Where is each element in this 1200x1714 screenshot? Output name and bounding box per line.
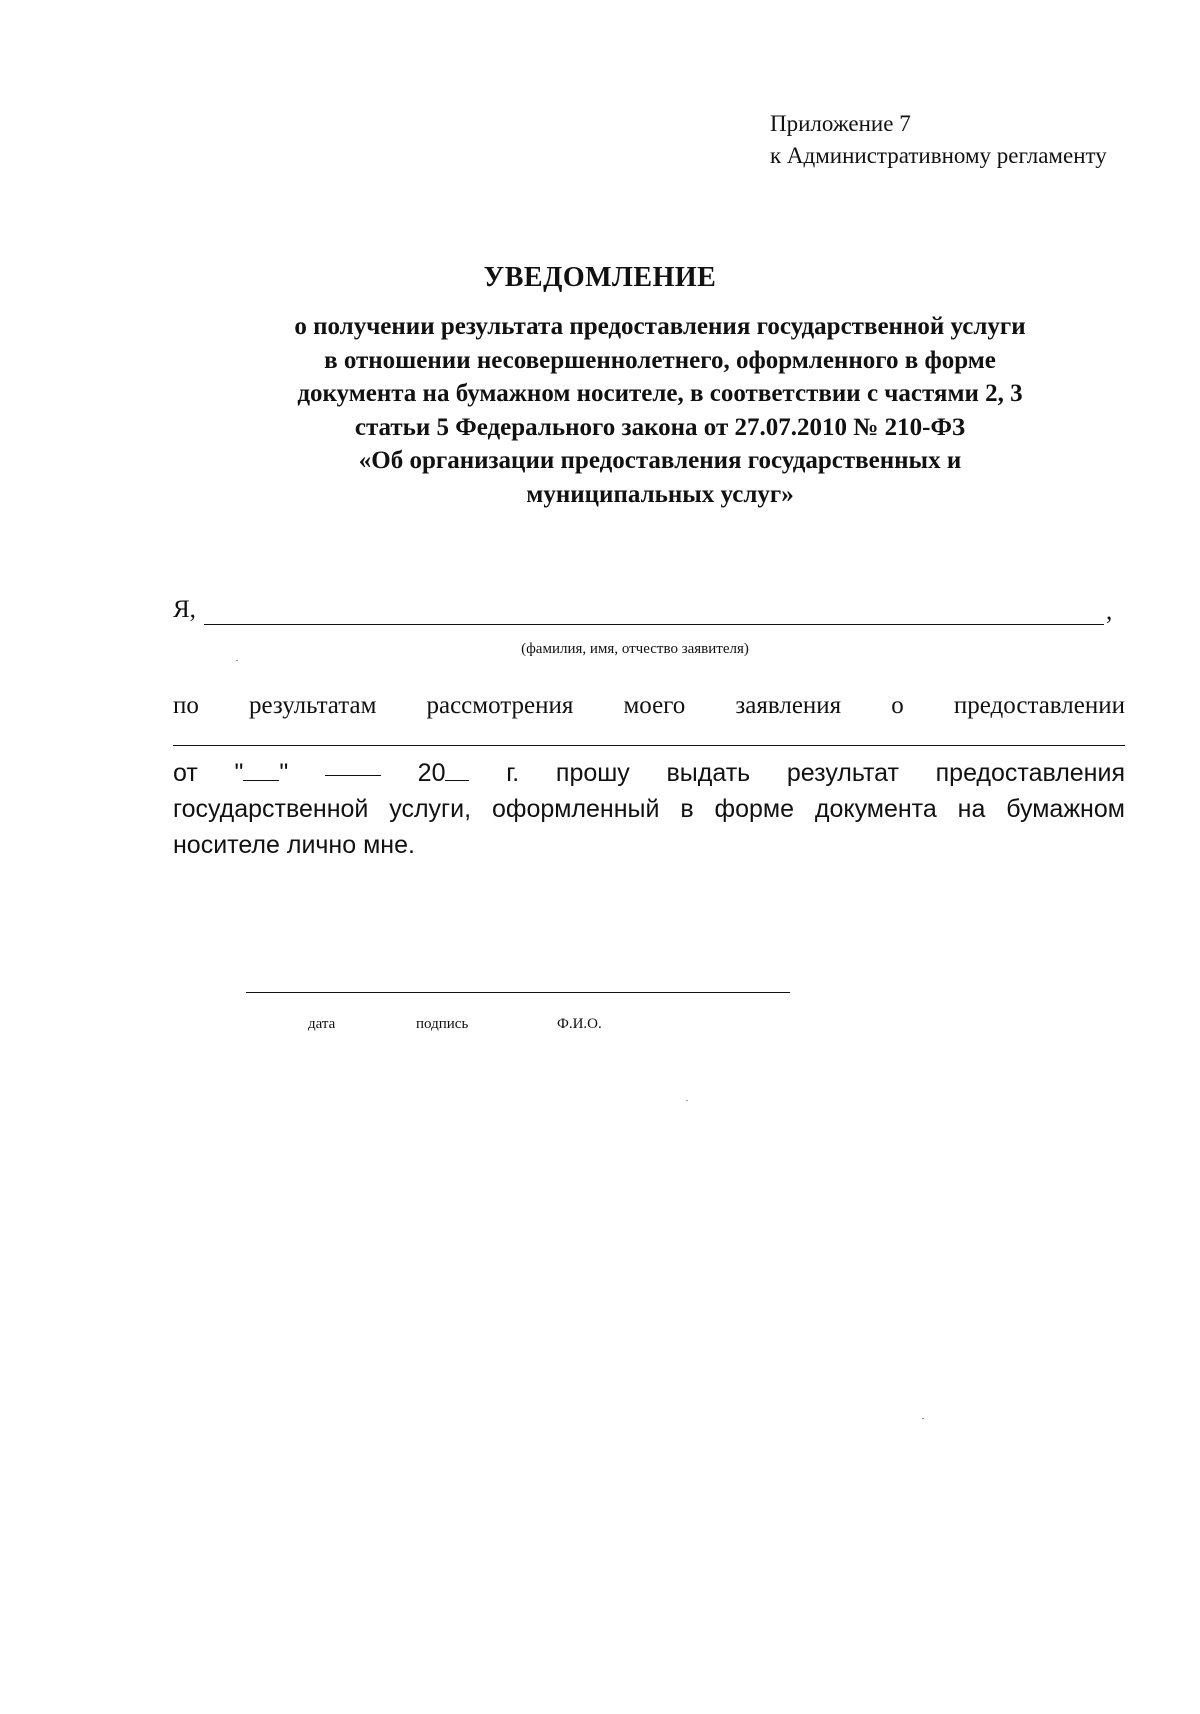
- body-word: оформленный: [491, 795, 660, 823]
- body-word: форме: [714, 795, 794, 823]
- body-word: государственной: [173, 795, 369, 823]
- body-word: предоставления: [935, 759, 1125, 787]
- body-word: заявления: [735, 692, 842, 719]
- body-word: рассмотрения: [426, 692, 574, 719]
- appendix-line-1: Приложение 7: [770, 111, 911, 136]
- body-word: документа: [814, 795, 937, 823]
- body-word: о: [891, 692, 904, 719]
- applicant-suffix: ,: [1106, 598, 1113, 625]
- body-word: услуги,: [389, 795, 472, 823]
- appendix-note: [770, 108, 1107, 172]
- applicant-name-field[interactable]: [204, 624, 1104, 625]
- date-from-label: от: [173, 759, 198, 787]
- year-suffix: г.: [506, 759, 520, 787]
- subtitle-line: в отношении несовершеннолетнего, оформленного в форме: [324, 346, 996, 374]
- scan-speck: [922, 1418, 924, 1419]
- year-prefix: 20: [417, 759, 446, 787]
- applicant-prefix: Я,: [173, 596, 196, 623]
- date-day-field[interactable]: [243, 760, 279, 781]
- date-month-field[interactable]: [325, 755, 381, 776]
- date-year-field[interactable]: [445, 760, 469, 781]
- document-subtitle: [250, 310, 1070, 511]
- body-line-1: [173, 692, 1125, 720]
- subtitle-line: документа на бумажном носителе, в соответствии с частями 2, 3: [297, 380, 1023, 407]
- body-word: прошу: [555, 759, 630, 787]
- body-word: выдать: [666, 759, 751, 787]
- subtitle-line: муниципальных услуг»: [526, 480, 794, 508]
- body-line-4: носителе лично мне.: [173, 831, 415, 859]
- body-line-3: [173, 791, 1125, 827]
- scan-speck: [236, 660, 238, 661]
- body-word: на: [957, 795, 986, 823]
- scan-speck: [686, 1100, 688, 1101]
- subtitle-line: о получении результата предоставления государственной услуги: [294, 313, 1026, 340]
- signature-date-label: дата: [308, 1016, 336, 1032]
- subtitle-line: статьи 5 Федерального закона от 27.07.2010 № 210-ФЗ: [354, 413, 966, 441]
- body-word: предоставлении: [953, 692, 1125, 719]
- document-title: УВЕДОМЛЕНИЕ: [483, 262, 717, 293]
- signature-sign-label: подпись: [416, 1016, 469, 1032]
- body-word: результат: [786, 759, 899, 787]
- subtitle-line: «Об организации предоставления государственных и: [358, 447, 962, 474]
- body-word: результатам: [248, 692, 377, 719]
- body-word: моего: [623, 692, 686, 719]
- date-day-group: [235, 755, 289, 791]
- appendix-line-2: к Административному регламенту: [770, 143, 1107, 168]
- quote-open: ": [234, 759, 244, 787]
- body-word: по: [173, 692, 199, 719]
- date-year-group: [418, 755, 470, 791]
- signature-fio-label: Ф.И.О.: [557, 1016, 602, 1032]
- body-word: в: [680, 795, 694, 823]
- signature-line[interactable]: [246, 992, 790, 993]
- body-paragraph: [173, 755, 1125, 863]
- applicant-name-caption: (фамилия, имя, отчество заявителя): [521, 641, 749, 657]
- body-line-2: [173, 755, 1125, 791]
- quote-close: ": [279, 759, 289, 787]
- body-word: бумажном: [1006, 795, 1125, 823]
- application-subject-field[interactable]: [173, 745, 1125, 746]
